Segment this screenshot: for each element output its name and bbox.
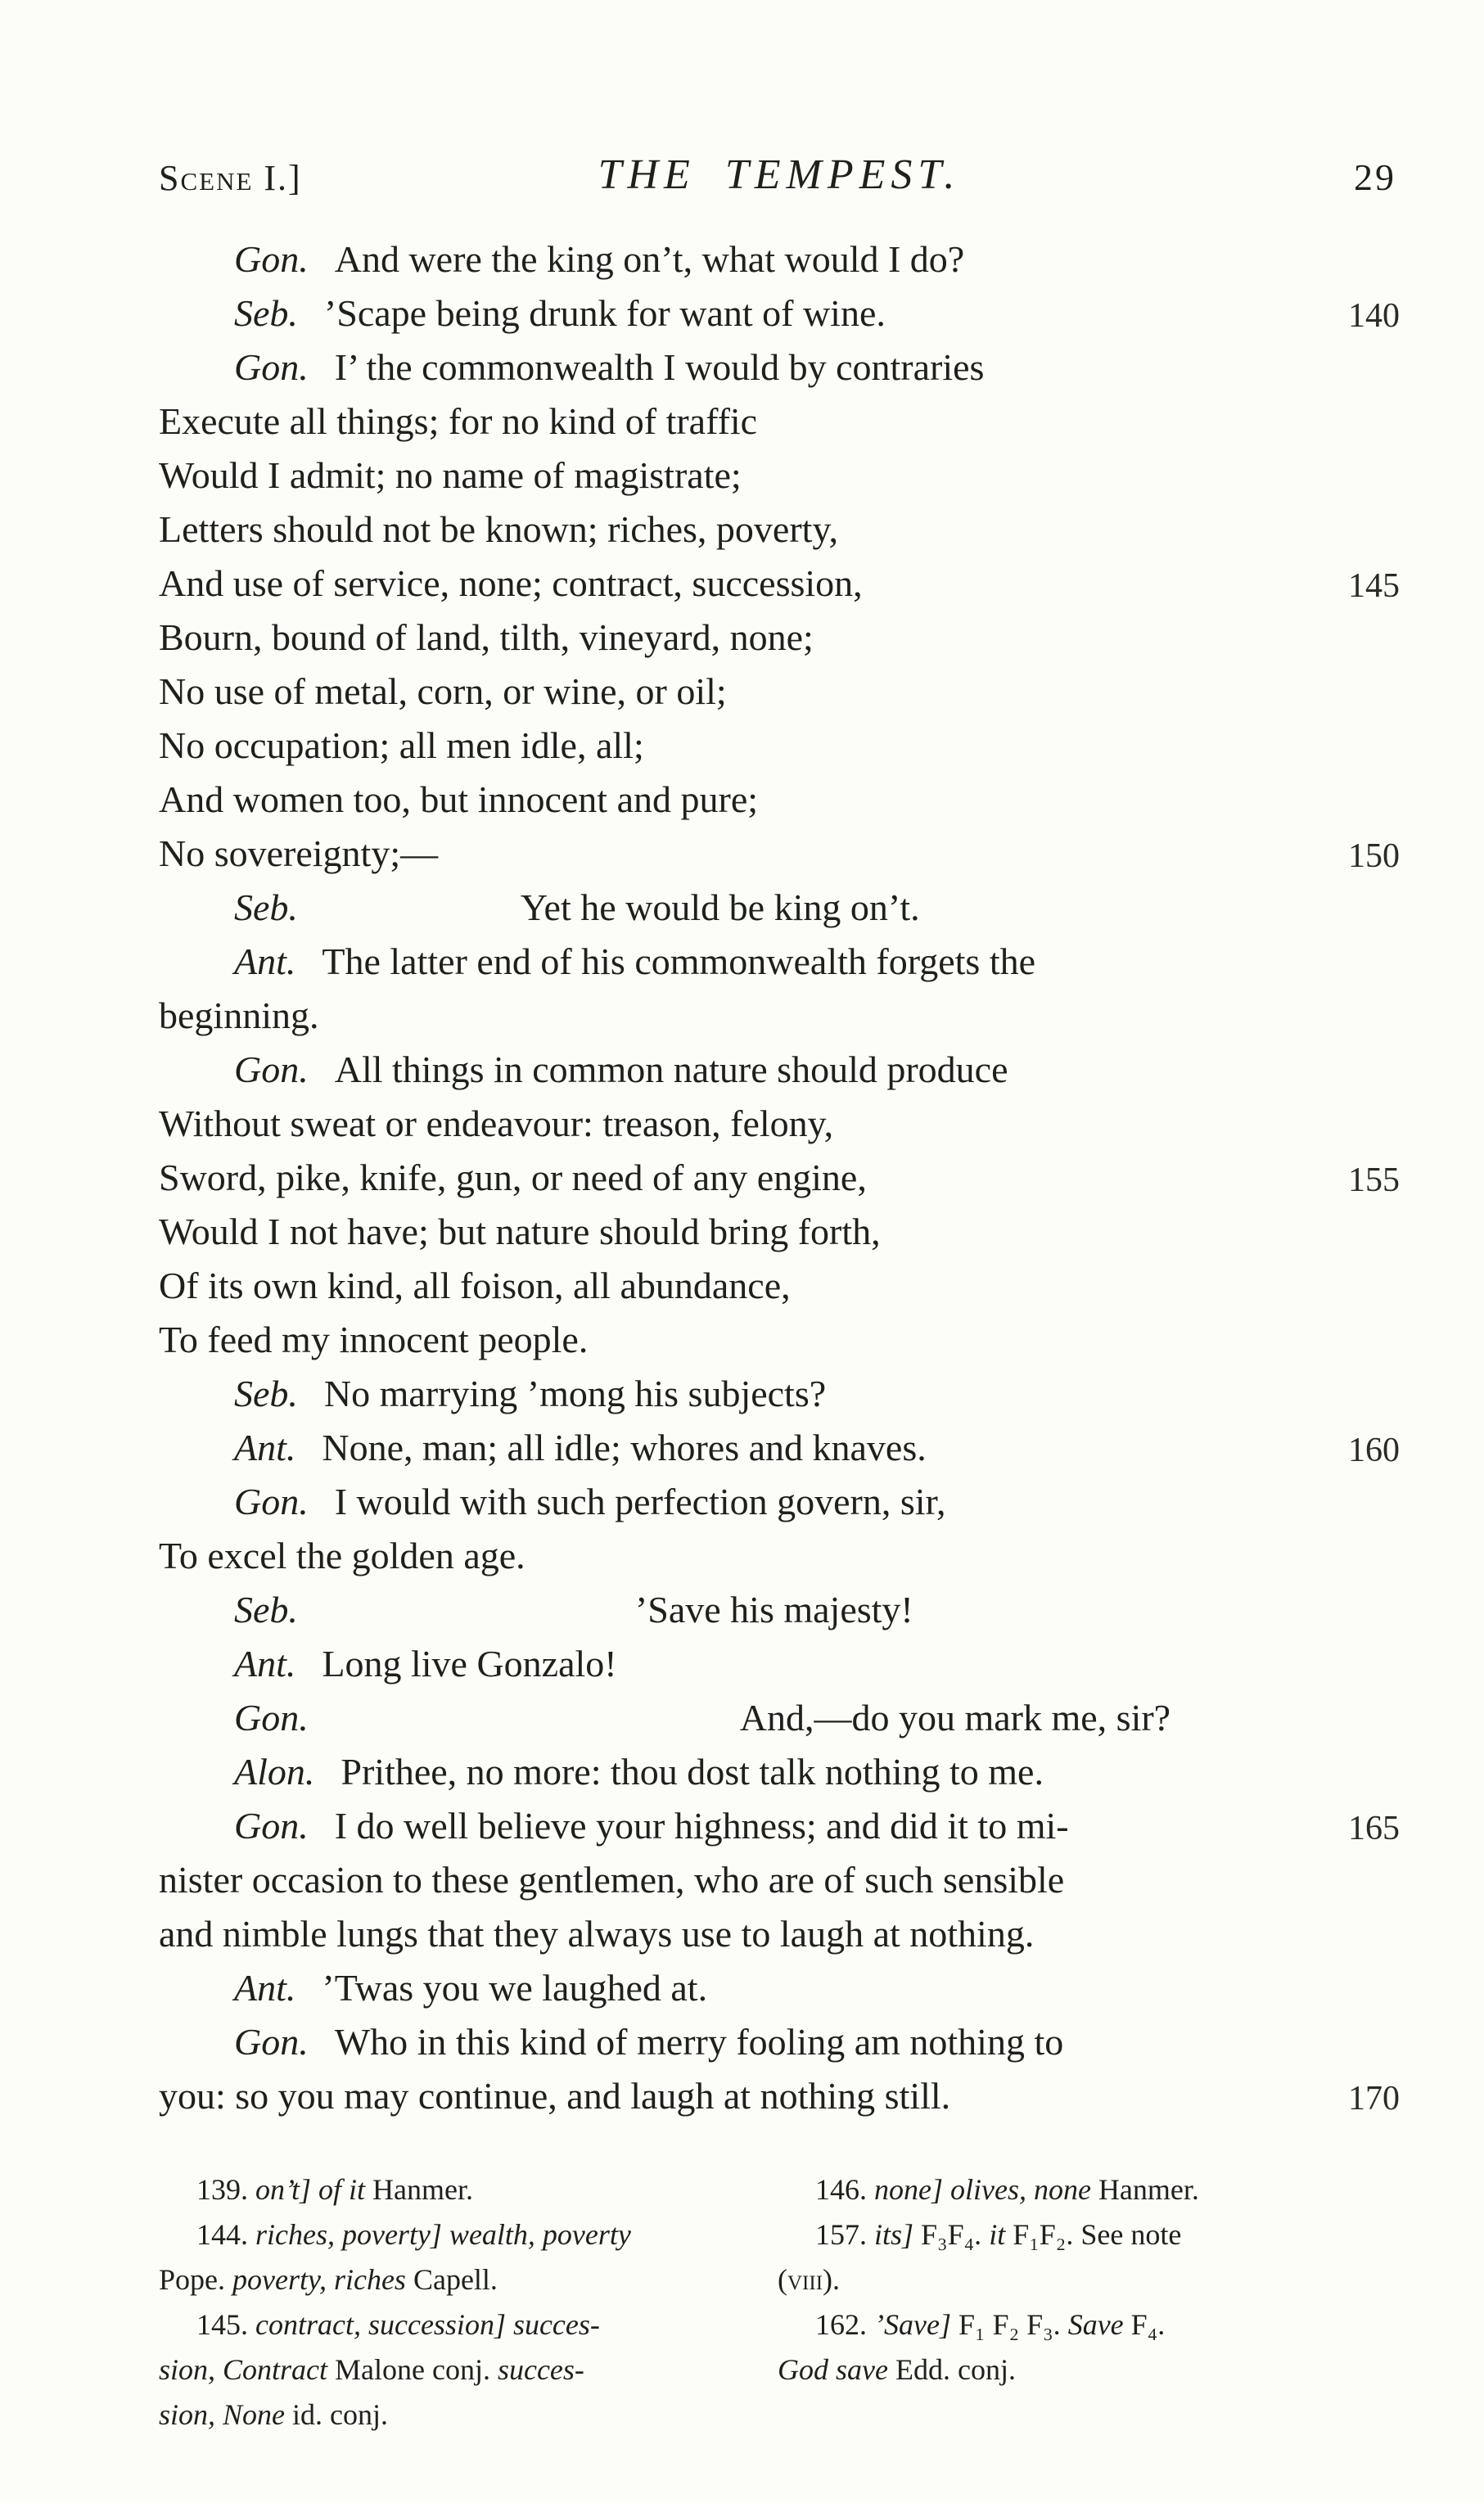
footnote-text-segment: 157. — [815, 2218, 874, 2251]
footnote-text-segment: F₁F₂. See note — [1013, 2218, 1182, 2251]
footnote-text-segment: F₁ F₂ F₃. — [958, 2308, 1068, 2341]
line-text: ’Scape being drunk for want of wine. — [323, 292, 886, 334]
speaker-name: Ant. — [234, 1643, 296, 1684]
line-text: Who in this kind of merry fooling am nothing to — [334, 2021, 1064, 2063]
play-line — [159, 1691, 1400, 1745]
line-text: and nimble lungs that they always use to laugh at nothing. — [159, 1913, 1035, 1955]
speaker-name: Ant. — [234, 940, 296, 982]
play-line — [159, 881, 1400, 935]
footnote-text-segment: Malone conj. — [335, 2353, 498, 2386]
line-text: ’Twas you we laughed at. — [322, 1967, 708, 2009]
footnote-text-segment: 139. — [196, 2173, 255, 2206]
line-text: Without sweat or endeavour: treason, felony, — [159, 1103, 834, 1144]
speaker-name: Seb. — [234, 886, 298, 928]
line-text: you: so you may continue, and laugh at nothing still. — [159, 2075, 951, 2117]
verse-line-number: 150 — [1348, 837, 1400, 875]
play-line — [159, 2015, 1400, 2069]
line-text: Bourn, bound of land, tilth, vineyard, none; — [159, 616, 814, 658]
play-line — [159, 557, 1400, 611]
footnote-text-segment: sion, Contract — [159, 2353, 336, 2386]
play-line — [159, 1151, 1400, 1205]
footnote-text-segment: 146. — [815, 2173, 874, 2206]
line-text: Prithee, no more: thou dost talk nothing to me. — [341, 1751, 1044, 1793]
line-text: Of its own kind, all foison, all abundance, — [159, 1265, 791, 1306]
play-line — [159, 1097, 1400, 1151]
speaker-name: Gon. — [234, 2021, 309, 2063]
line-text: Execute all things; for no kind of traffic — [159, 400, 758, 442]
speaker-name: Alon. — [234, 1751, 315, 1793]
verse-line-number: 160 — [1348, 1432, 1400, 1469]
line-text: Sword, pike, knife, gun, or need of any engine, — [159, 1157, 867, 1198]
line-text: I would with such perfection govern, sir, — [334, 1481, 946, 1522]
footnote-text-segment: id. conj. — [292, 2398, 388, 2431]
footnote-text-segment: F₃F₄. — [921, 2218, 990, 2251]
page-header — [159, 151, 1400, 208]
speaker-name: Gon. — [234, 346, 309, 388]
speaker-name: Ant. — [234, 1427, 296, 1468]
line-text: No occupation; all men idle, all; — [159, 724, 644, 766]
speaker-name: Gon. — [234, 1697, 309, 1739]
line-text: None, man; all idle; whores and knaves. — [322, 1427, 927, 1468]
footnote-line — [778, 2167, 1400, 2212]
speaker-name: Ant. — [234, 1967, 296, 2009]
line-text: No sovereignty;— — [159, 832, 439, 874]
line-text: beginning. — [159, 994, 319, 1036]
play-line — [159, 1313, 1400, 1367]
play-line — [159, 1961, 1400, 2015]
play-line — [159, 1529, 1400, 1583]
line-text: No marrying ’mong his subjects? — [323, 1373, 827, 1414]
footnote-text-segment: God save — [778, 2353, 895, 2386]
play-line — [159, 1367, 1400, 1421]
footnote-line — [778, 2212, 1400, 2257]
play-line — [159, 1421, 1400, 1475]
footnote-text-segment: F₄. — [1130, 2308, 1166, 2341]
play-line — [159, 1853, 1400, 1907]
footnote-text-segment: succes- — [497, 2353, 584, 2386]
line-text: ’Save his majesty! — [634, 1589, 913, 1630]
footnote-text-segment: it — [989, 2218, 1013, 2251]
line-text: Letters should not be known; riches, poverty, — [159, 508, 838, 550]
line-text: And,—do you mark me, sir? — [739, 1697, 1171, 1739]
line-text: All things in common nature should produce — [334, 1049, 1008, 1090]
footnote-text-segment: riches, poverty] wealth, poverty — [255, 2218, 631, 2251]
line-text: I’ the commonwealth I would by contraries — [334, 346, 985, 388]
play-line — [159, 1637, 1400, 1691]
footnote-text-segment: (viii). — [778, 2263, 841, 2296]
line-text: The latter end of his commonwealth forgets the — [322, 940, 1036, 982]
play-line — [159, 665, 1400, 719]
footnote-line — [159, 2347, 748, 2393]
play-line — [159, 449, 1400, 503]
footnote-text-segment: Pope. — [159, 2263, 232, 2296]
line-text: Would I admit; no name of magistrate; — [159, 454, 742, 496]
play-line — [159, 232, 1400, 286]
line-text: No use of metal, corn, or wine, or oil; — [159, 670, 727, 712]
line-text: nister occasion to these gentlemen, who are of such sensible — [159, 1859, 1065, 1901]
play-line — [159, 1745, 1400, 1799]
line-text: And were the king on’t, what would I do? — [334, 238, 965, 280]
play-line — [159, 719, 1400, 773]
footnote-text-segment: Save — [1067, 2308, 1131, 2341]
line-text: To feed my innocent people. — [159, 1319, 589, 1360]
play-line — [159, 2069, 1400, 2123]
footnote-text-segment: sion, None — [159, 2398, 293, 2431]
page-number: 29 — [1354, 156, 1396, 198]
play-line — [159, 1799, 1400, 1853]
footnote-text-segment: 144. — [196, 2218, 255, 2251]
play-line — [159, 1907, 1400, 1961]
line-text: To excel the golden age. — [159, 1535, 525, 1576]
footnote-text-segment: on’t] of it — [255, 2173, 373, 2206]
footnote-line — [159, 2212, 748, 2257]
verse-continuation-gap — [324, 1621, 635, 1622]
footnote-text-segment: none] olives, none — [874, 2173, 1098, 2206]
play-line — [159, 340, 1400, 395]
verse-line-number: 170 — [1348, 2080, 1400, 2117]
speaker-name: Seb. — [234, 1589, 298, 1630]
footnote-text-segment: Edd. conj. — [895, 2353, 1016, 2386]
speaker-name: Gon. — [234, 1481, 309, 1522]
line-text: And use of service, none; contract, succession, — [159, 562, 863, 604]
footnote-text-segment: Hanmer. — [372, 2173, 473, 2206]
footnote-text-segment: 162. — [815, 2308, 874, 2341]
verse-line-number: 145 — [1348, 567, 1400, 605]
speaker-name: Gon. — [234, 1805, 309, 1847]
verse-line-number: 155 — [1348, 1161, 1400, 1199]
play-line — [159, 1583, 1400, 1637]
footnote-column-left — [159, 2167, 748, 2438]
play-line — [159, 611, 1400, 665]
line-text: And women too, but innocent and pure; — [159, 778, 759, 820]
play-line — [159, 1259, 1400, 1313]
play-line — [159, 395, 1400, 449]
line-text: Would I not have; but nature should bring forth, — [159, 1211, 881, 1252]
play-text-block — [159, 232, 1400, 2123]
speaker-name: Gon. — [234, 238, 309, 280]
footnote-text-segment: Hanmer. — [1098, 2173, 1199, 2206]
play-line — [159, 1043, 1400, 1097]
footnote-text-segment: ’Save] — [874, 2308, 959, 2341]
footnote-line — [159, 2167, 748, 2212]
footnote-line — [778, 2302, 1400, 2347]
play-line — [159, 935, 1400, 989]
footnote-text-segment: its] — [874, 2218, 922, 2251]
play-line — [159, 1475, 1400, 1529]
play-line — [159, 1205, 1400, 1259]
footnote-line — [159, 2257, 748, 2302]
speaker-name: Gon. — [234, 1049, 309, 1090]
line-text: Yet he would be king on’t. — [520, 886, 920, 928]
play-line — [159, 827, 1400, 881]
footnote-text-segment: contract, succession] succes- — [255, 2308, 600, 2341]
speaker-name: Seb. — [234, 1373, 298, 1414]
verse-continuation-gap — [324, 919, 521, 920]
footnote-text-segment: poverty, riches — [232, 2263, 413, 2296]
line-text: Long live Gonzalo! — [322, 1643, 617, 1684]
play-line — [159, 773, 1400, 827]
footnote-line — [159, 2393, 748, 2438]
footnote-line — [778, 2347, 1400, 2393]
footnote-text-segment: Capell. — [413, 2263, 498, 2296]
play-line — [159, 503, 1400, 557]
footnote-line — [159, 2302, 748, 2347]
footnote-column-right — [778, 2167, 1400, 2393]
scene-heading: Scene I.] — [159, 158, 302, 198]
footnote-line — [778, 2257, 1400, 2302]
speaker-name: Seb. — [234, 292, 298, 334]
play-line — [159, 989, 1400, 1043]
play-line — [159, 286, 1400, 340]
running-title: THE TEMPEST. — [598, 151, 961, 198]
verse-line-number: 165 — [1348, 1810, 1400, 1847]
footnote-text-segment: 145. — [196, 2308, 255, 2341]
verse-line-number: 140 — [1348, 297, 1400, 335]
line-text: I do well believe your highness; and did it to mi- — [334, 1805, 1069, 1847]
